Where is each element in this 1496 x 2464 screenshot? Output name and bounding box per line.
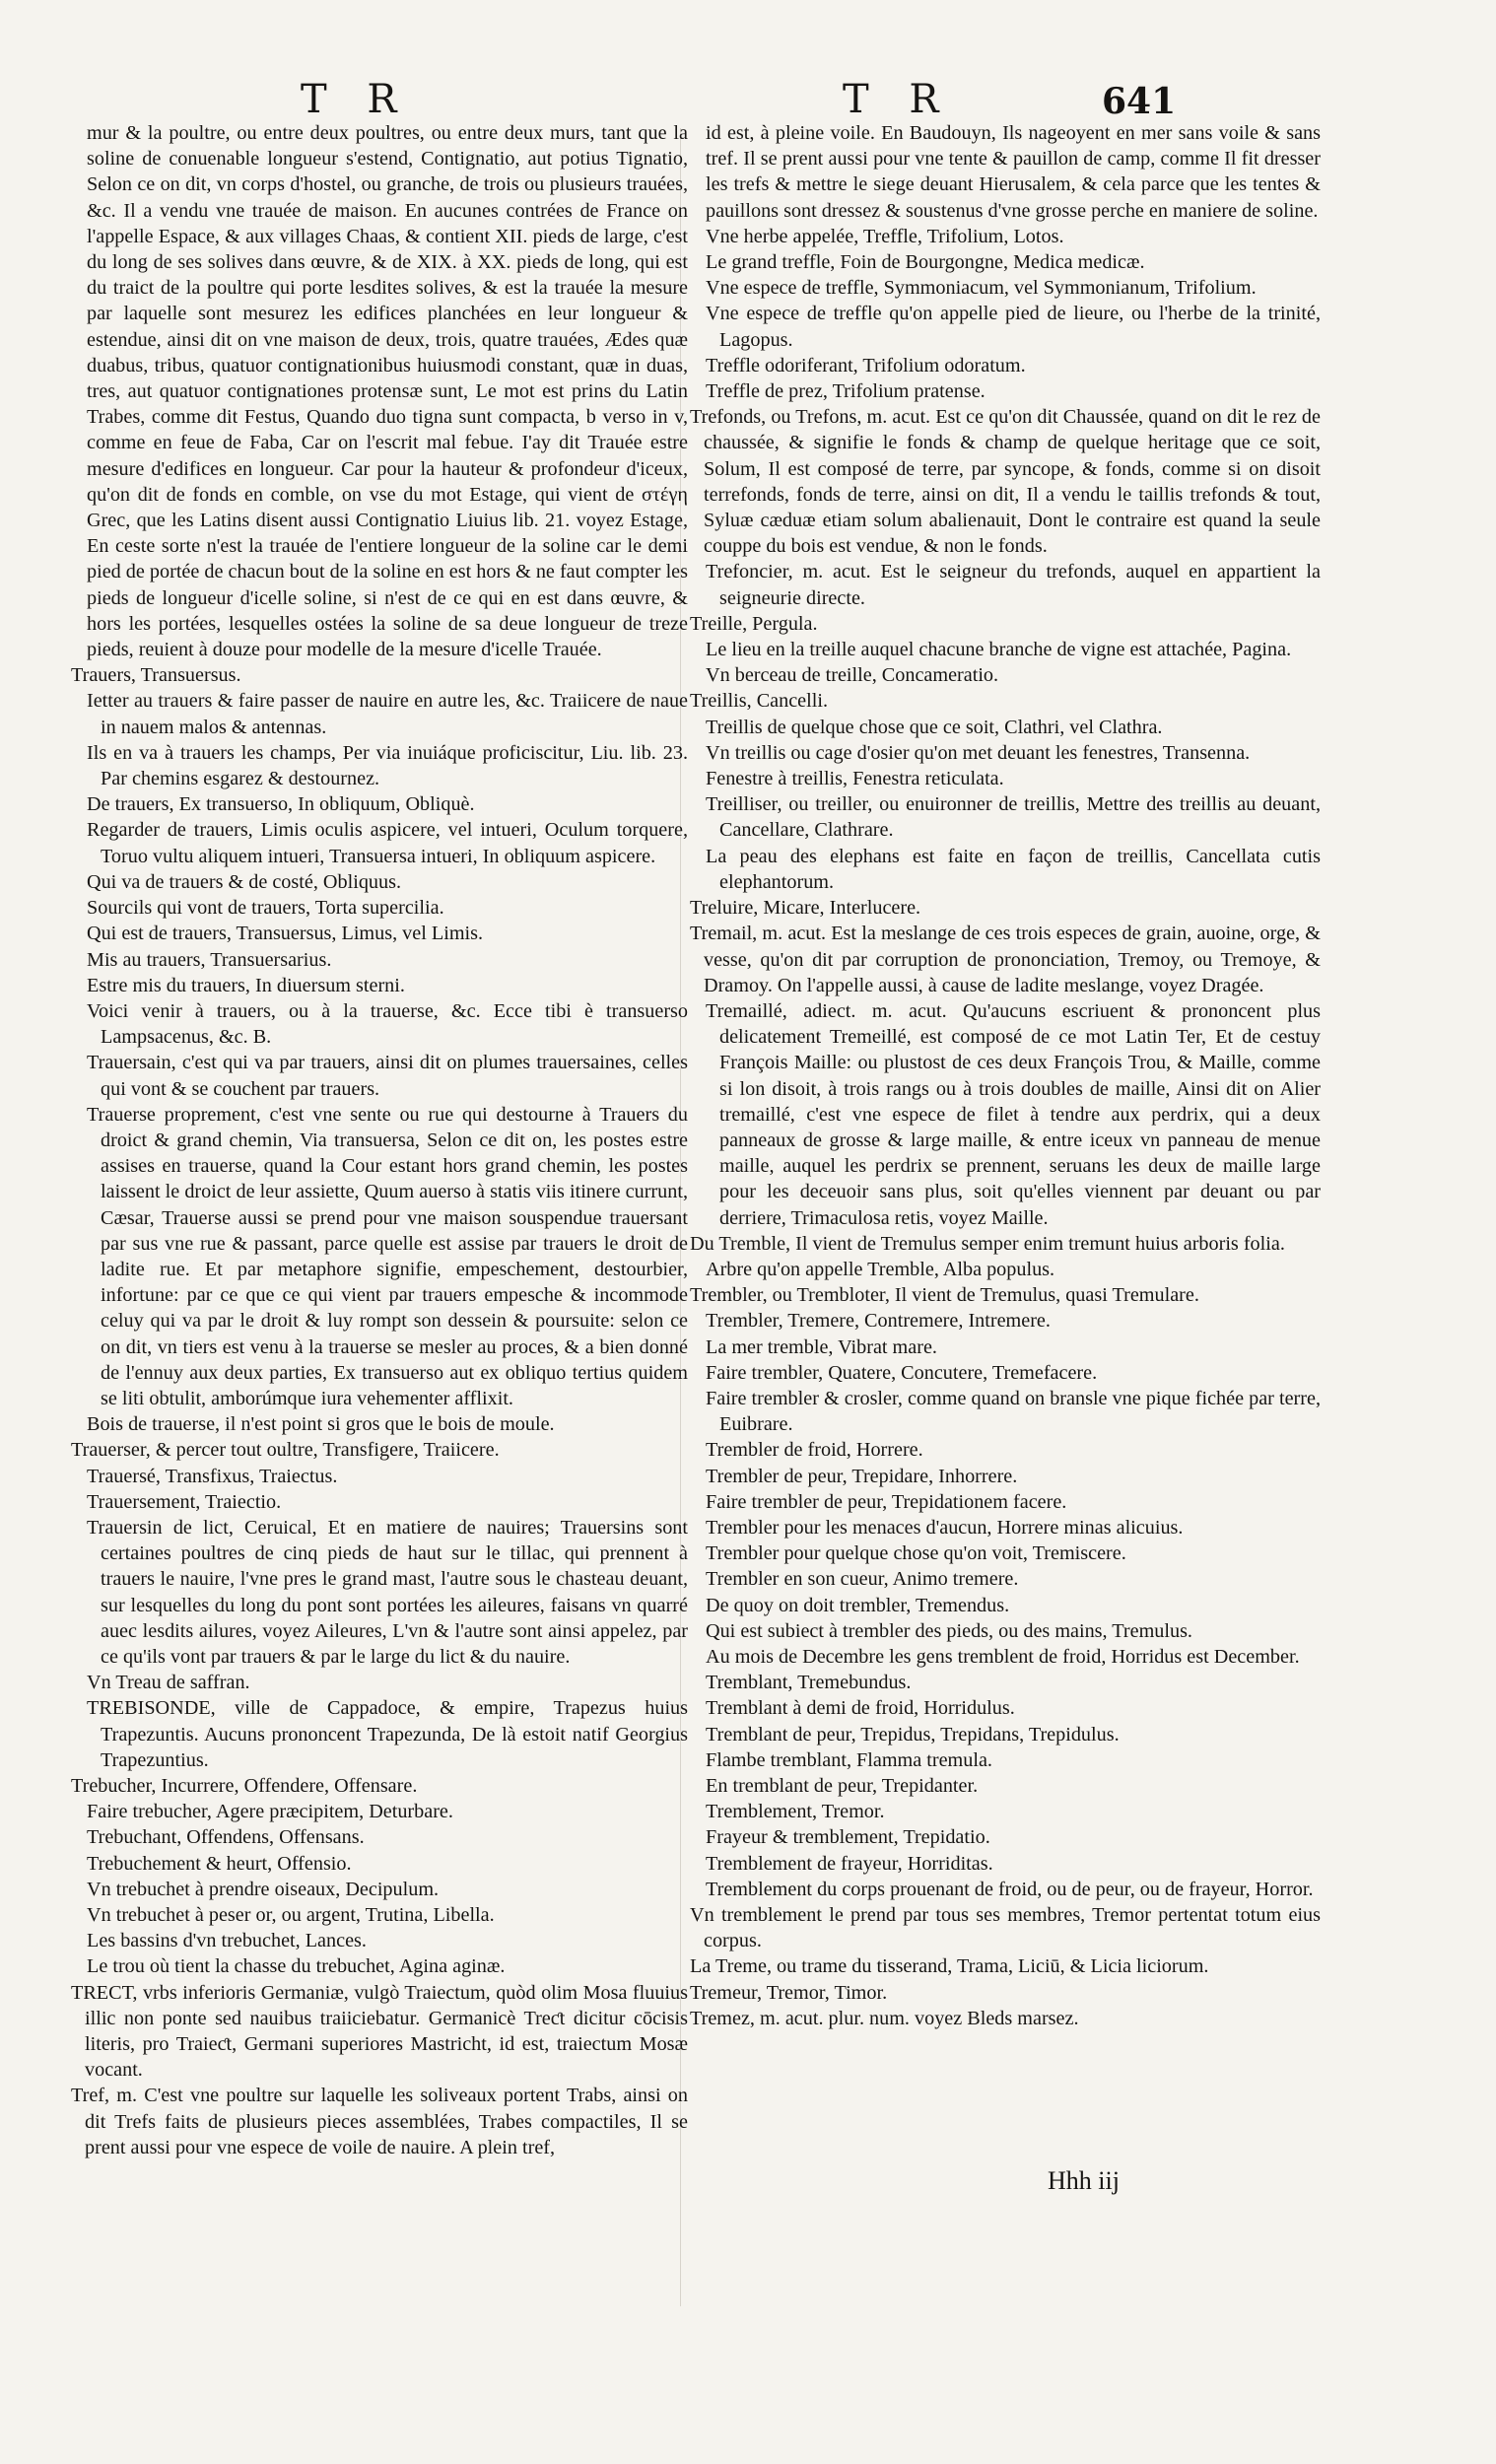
entry-sub: Le grand treffle, Foin de Bourgongne, Medica medicæ. bbox=[706, 251, 1145, 274]
entry-sub: Faire trebucher, Agere præcipitem, Deturbare. bbox=[87, 1801, 453, 1823]
entry-sub: Trefoncier, m. acut. Est le seigneur du trefonds, auquel en appartient la seigneurie directe. bbox=[706, 561, 1321, 609]
entry-sub: Vn Treau de saffran. bbox=[87, 1672, 250, 1694]
entry-sub: Trauersin de lict, Ceruical, Et en matiere de nauires; Trauersins sont certaines poultres de cinq pieds de haut sur le tillac, qui prennent à trauers le nauire, l'vne pres le grand mast, l'autre sous le chasteau deuant, sur lesquelles du long du pont sont portées les aileures, faisans vn quarré auec lesdits ailures, voyez Aileures, L'vn & l'autre sont ainsi appelez, par ce qu'ils vont par trauers & par le large du lict & du nauire. bbox=[87, 1516, 688, 1668]
entry-continuation: mur & la poultre, ou entre deux poultres, ou entre deux murs, tant que la soline de conuenable longueur s'estend, Contignatio, aut potius Tignatio, Selon ce on dit, vn corps d'hostel, ou granche, de trois ou plusieurs trauées, &c. Il a vendu vne trauée de maison. En aucunes contrées de France on l'appelle Espace, & aux villages Chaas, & contient XII. pieds de large, c'est du long de ses solives dans œuvre, & de XIX. à XX. pieds de long, qui est du traict de la poultre qui porte lesdites solives, & est la trauée la mesure par laquelle sont mesurez les edifices planchées en leur longueur & estendue, ainsi dit on vne maison de deux, trois, quatre trauées, Ædes quæ duabus, tribus, quatuor contignationibus huiusmodi constant, quæ in duas, tres, aut quatuor contignationes protensæ sunt, Le mot est prins du Latin Trabes, comme dit Festus, Quando duo tigna sunt compacta, b verso in v, comme en feue de Faba, Car on l'escrit mal febue. I'ay dit Trauée estre mesure d'edifices en longueur. Car pour la hauteur & profondeur d'iceux, qu'on dit de fonds en comble, on vse du mot Estage, qui vient de στέγη Grec, que les Latins disent aussi Contignatio Liuius lib. 21. voyez Estage, En ceste sorte n'est la trauée de l'entiere longueur de la soline car le demi pied de portée de chacun bout de la soline en est hors & ne faut compter les pieds de longueur d'icelle soline, si n'est de ce qui en est dans œuvre, & hors les portées, lesquelles ostées la soline de sa deue longueur de treze pieds, reuient à douze pour modelle de la mesure d'icelle Trauée. bbox=[87, 122, 688, 661]
entry-sub: Trembler pour quelque chose qu'on voit, Tremiscere. bbox=[706, 1542, 1126, 1565]
entry-sub: De quoy on doit trembler, Tremendus. bbox=[706, 1594, 1010, 1616]
entry-sub: Le lieu en la treille auquel chacune branche de vigne est attachée, Pagina. bbox=[706, 639, 1292, 661]
entry-sub: Treffle de prez, Trifolium pratense. bbox=[706, 380, 986, 403]
entry-sub: Trembler pour les menaces d'aucun, Horrere minas alicuius. bbox=[706, 1516, 1184, 1539]
entry-sub: Treilliser, ou treiller, ou enuironner de treillis, Mettre des treillis au deuant, Cancellare, Clathrare. bbox=[706, 793, 1321, 842]
entry-sub: TREBISONDE, ville de Cappadoce, & empire, Trapezus huius Trapezuntis. Aucuns prononcent Trapezunda, De là estoit natif Georgius Trapezuntius. bbox=[87, 1697, 688, 1771]
entry-headword: Tremail, m. acut. Est la meslange de ces trois especes de grain, auoine, orge, & vesse, qu'on dit par corruption de prononciation, Tremoy, ou Tremoye, & Dramoy. On l'appelle aussi, à cause de ladite meslange, voyez Dragée. bbox=[690, 923, 1321, 996]
entry-sub: Estre mis du trauers, In diuersum sterni. bbox=[87, 974, 405, 996]
entry-sub: Treffle odoriferant, Trifolium odoratum. bbox=[706, 354, 1026, 376]
entry-headword: TRECT, vrbs inferioris Germaniæ, vulgò Traiectum, quòd olim Mosa fluuius illic non ponte sed nauibus traiiciebatur. Germanicè Treƈt dicitur cōcisis literis, pro Traieƈt, Germani superiores Mastricht, id est, traiectum Mosæ vocant. bbox=[71, 1981, 688, 2082]
signature-mark: Hhh iij bbox=[1048, 2166, 1120, 2195]
entry-headword: Trauerser, & percer tout oultre, Transfigere, Traiicere. bbox=[71, 1439, 500, 1462]
entry-headword: Tref, m. C'est vne poultre sur laquelle les soliveaux portent Trabs, ainsi on dit Trefs faits de plusieurs pieces assemblées, Trabes compactiles, Il se prent aussi pour vne espece de voile de nauire. A plein tref, bbox=[71, 2085, 688, 2158]
entry-sub: Tremblant, Tremebundus. bbox=[706, 1672, 912, 1694]
entry-sub: Tremblement de frayeur, Horriditas. bbox=[706, 1852, 993, 1875]
entry-sub: Qui est subiect à trembler des pieds, ou des mains, Tremulus. bbox=[706, 1619, 1192, 1642]
entry-sub: Vn berceau de treille, Concameratio. bbox=[706, 664, 999, 687]
entry-sub: De trauers, Ex transuerso, In obliquum, Obliquè. bbox=[87, 793, 475, 816]
entry-headword: Treillis, Cancelli. bbox=[690, 690, 829, 713]
entry-sub: Vne espece de treffle qu'on appelle pied de lieure, ou l'herbe de la trinité, Lagopus. bbox=[706, 303, 1321, 351]
entry-sub: Trauersain, c'est qui va par trauers, ainsi dit on plumes trauersaines, celles qui vont & se couchent par trauers. bbox=[87, 1052, 688, 1100]
entry-sub: Trauersement, Traiectio. bbox=[87, 1490, 282, 1513]
entry-sub: Les bassins d'vn trebuchet, Lances. bbox=[87, 1930, 367, 1952]
entry-sub: Vne herbe appelée, Treffle, Trifolium, Lotos. bbox=[706, 225, 1064, 247]
entry-sub: Trembler de peur, Trepidare, Inhorrere. bbox=[706, 1465, 1018, 1487]
entry-sub: Tremblant de peur, Trepidus, Trepidans, Trepidulus. bbox=[706, 1723, 1120, 1745]
entry-headword: Tremez, m. acut. plur. num. voyez Bleds marsez. bbox=[690, 2007, 1079, 2029]
entry-sub: La mer tremble, Vibrat mare. bbox=[706, 1335, 937, 1358]
entry-sub: Flambe tremblant, Flamma tremula. bbox=[706, 1748, 992, 1771]
entry-sub: Tremblement, Tremor. bbox=[706, 1801, 885, 1823]
entry-sub: Vn treillis ou cage d'osier qu'on met deuant les fenestres, Transenna. bbox=[706, 741, 1251, 764]
entry-sub: Trauerse proprement, c'est vne sente ou rue qui destourne à Trauers du droict & grand chemin, Via transuersa, Selon ce dit on, les postes estre assises en trauerse, quand la Cour estant hors grand chemin, les postes laissent le droict de leur assiette, Quum auerso à statis viis itinere currunt, Cæsar, Trauerse aussi se prend pour vne maison souspendue trauersant par sus vne rue & passant, parce quelle est assise par trauers le droit de ladite rue. Et par metaphore signifie, empeschement, destourbier, infortune: par ce que ce qui vient par trauers empesche & incommode celuy qui va par le droit & luy rompt son dessein & poursuite: selon ce on dit, vn tiers est venu à la trauerse se mesler au proces, & a bien donné de l'ennuy aux deux parties, Ex transuerso aut ex obliquo tertius quidem se liti obtulit, amborúmque iura vehementer afflixit. bbox=[87, 1103, 688, 1409]
entry-sub: Voici venir à trauers, ou à la trauerse, &c. Ecce tibi è transuerso Lampsacenus, &c. B. bbox=[87, 999, 688, 1049]
entry-headword: Trembler, ou Trembloter, Il vient de Tremulus, quasi Tremulare. bbox=[690, 1284, 1199, 1307]
entry-sub: Vn trebuchet à peser or, ou argent, Trutina, Libella. bbox=[87, 1904, 495, 1927]
entry-sub: Arbre qu'on appelle Tremble, Alba populus. bbox=[706, 1258, 1055, 1280]
entry-sub: Vne espece de treffle, Symmoniacum, vel Symmonianum, Trifolium. bbox=[706, 277, 1257, 300]
entry-sub: Mis au trauers, Transuersarius. bbox=[87, 948, 332, 971]
entry-sub: Ils en va à trauers les champs, Per via inuiáque proficiscitur, Liu. lib. 23. Par chemins esgarez & destournez. bbox=[87, 741, 688, 790]
entry-sub: Au mois de Decembre les gens tremblent de froid, Horridus est December. bbox=[706, 1645, 1300, 1668]
entry-sub: Vn trebuchet à prendre oiseaux, Decipulum. bbox=[87, 1878, 440, 1900]
entry-headword: Treluire, Micare, Interlucere. bbox=[690, 897, 921, 920]
entry-sub: Trebuchement & heurt, Offensio. bbox=[87, 1852, 352, 1875]
right-running-head: T R bbox=[843, 77, 953, 122]
entry-sub: En tremblant de peur, Trepidanter. bbox=[706, 1775, 979, 1797]
right-column bbox=[690, 120, 1321, 2308]
entry-sub: Regarder de trauers, Limis oculis aspicere, vel intueri, Oculum torquere, Toruo vultu aliquem intueri, Transuersa intueri, In obliquum aspicere. bbox=[87, 819, 688, 867]
entry-sub: Trembler de froid, Horrere. bbox=[706, 1439, 923, 1462]
entry-sub: La peau des elephans est faite en façon de treillis, Cancellata cutis elephantorum. bbox=[706, 845, 1321, 893]
entry-headword: Treille, Pergula. bbox=[690, 612, 818, 635]
entry-headword: Vn tremblement le prend par tous ses membres, Tremor pertentat totum eius corpus. bbox=[690, 1904, 1321, 1952]
entry-sub: Frayeur & tremblement, Trepidatio. bbox=[706, 1826, 990, 1849]
left-running-head: T R bbox=[301, 77, 411, 122]
entry-sub: Trembler, Tremere, Contremere, Intremere. bbox=[706, 1310, 1051, 1333]
entry-sub: Ietter au trauers & faire passer de nauire en autre les, &c. Traiicere de naue in nauem malos & antennas. bbox=[87, 690, 688, 738]
entry-sub: Trembler en son cueur, Animo tremere. bbox=[706, 1568, 1019, 1591]
entry-sub: Le trou où tient la chasse du trebuchet, Agina aginæ. bbox=[87, 1955, 506, 1978]
entry-sub: Qui est de trauers, Transuersus, Limus, vel Limis. bbox=[87, 923, 484, 945]
entry-headword: Trefonds, ou Trefons, m. acut. Est ce qu'on dit Chaussée, quand on dit le rez de chaussée, & signifie le fonds & champ de quelque heritage que ce soit, Solum, Il est composé de terre, par syncope, & fonds, comme si on disoit terrefonds, fonds de terre, ainsi on dit, Il a vendu le taillis trefonds & tout, Syluæ cæduæ etiam solum abalienauit, Dont le contraire est quand la seule couppe du bois est vendue, & non le fonds. bbox=[690, 406, 1321, 558]
entry-headword: Trebucher, Incurrere, Offendere, Offensare. bbox=[71, 1775, 418, 1797]
entry-sub: Faire trembler de peur, Trepidationem facere. bbox=[706, 1490, 1067, 1513]
entry-headword: La Treme, ou trame du tisserand, Trama, Liciū, & Licia liciorum. bbox=[690, 1955, 1209, 1978]
entry-sub: Bois de trauerse, il n'est point si gros que le bois de moule. bbox=[87, 1413, 555, 1436]
entry-sub: Trebuchant, Offendens, Offensans. bbox=[87, 1826, 365, 1849]
page-number: 641 bbox=[1102, 81, 1177, 122]
entry-sub: Qui va de trauers & de costé, Obliquus. bbox=[87, 870, 401, 893]
entry-sub: Tremblant à demi de froid, Horridulus. bbox=[706, 1697, 1015, 1720]
entry-sub: Sourcils qui vont de trauers, Torta supercilia. bbox=[87, 897, 444, 920]
entry-sub: Treillis de quelque chose que ce soit, Clathri, vel Clathra. bbox=[706, 716, 1163, 738]
entry-headword: Tremeur, Tremor, Timor. bbox=[690, 1981, 888, 2004]
entry-continuation: id est, à pleine voile. En Baudouyn, Ils nageoyent en mer sans voile & sans tref. Il se prent aussi pour vne tente & pauillon de camp, comme Il fit dresser les trefs & mettre le siege deuant Hierusalem, & cela parce que les tentes & pauillons sont dressez & soustenus d'vne grosse perche en maniere de soline. bbox=[706, 122, 1321, 222]
entry-headword: Trauers, Transuersus. bbox=[71, 664, 241, 687]
entry-sub: Fenestre à treillis, Fenestra reticulata. bbox=[706, 768, 1004, 790]
entry-sub: Trauersé, Transfixus, Traiectus. bbox=[87, 1465, 338, 1487]
entry-sub: Tremblement du corps prouenant de froid, ou de peur, ou de frayeur, Horror. bbox=[706, 1878, 1314, 1900]
left-column bbox=[71, 120, 688, 2318]
entry-sub: Tremaillé, adiect. m. acut. Qu'aucuns escriuent & prononcent plus delicatement Tremeillé, est composé de ce mot Latin Ter, Et de cestuy François Maille: ou plustost de ces deux François Trou, & Maille, comme si lon disoit, à trois rangs ou à trois doubles de maille, Ainsi dit on Alier tremaillé, c'est vne espece de filet à tendre aux perdrix, qui a deux panneaux de grosse & large maille, & entre iceux vn panneau de menue maille, auquel les perdrix se prennent, seruans les deux de maille large pour les deceuoir sans plus, soit qu'elles viennent par deuant ou par derriere, Trimaculosa retis, voyez Maille. bbox=[706, 999, 1321, 1229]
entry-sub: Faire trembler, Quatere, Concutere, Tremefacere. bbox=[706, 1361, 1098, 1384]
entry-sub: Faire trembler & crosler, comme quand on bransle vne pique fichée par terre, Euibrare. bbox=[706, 1387, 1321, 1436]
entry-headword: Du Tremble, Il vient de Tremulus semper enim tremunt huius arboris folia. bbox=[690, 1232, 1285, 1255]
